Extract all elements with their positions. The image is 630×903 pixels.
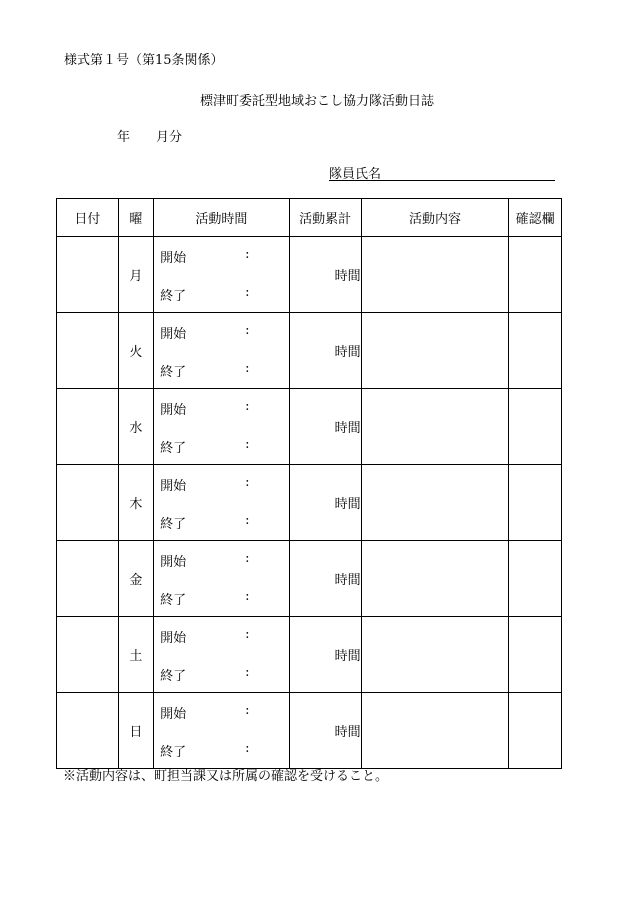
activity-diary-table — [56, 198, 562, 769]
content-cell[interactable] — [361, 617, 509, 693]
header-date: 日付 — [57, 199, 119, 237]
date-cell[interactable] — [57, 313, 119, 389]
start-label: 開始 — [160, 631, 187, 646]
end-time-line — [160, 513, 250, 532]
footnote: ※活動内容は、町担当課又は所属の確認を受けること。 — [63, 769, 389, 784]
content-cell[interactable] — [361, 237, 509, 313]
start-label: 開始 — [160, 555, 187, 570]
content-cell[interactable] — [361, 313, 509, 389]
hours-label: 時間 — [334, 421, 361, 436]
hours-label: 時間 — [334, 725, 361, 740]
end-time-line — [160, 437, 250, 456]
table-row — [57, 389, 562, 465]
time-colon: : — [245, 323, 250, 338]
start-label: 開始 — [160, 707, 187, 722]
start-label: 開始 — [160, 403, 187, 418]
header-weekday: 曜 — [118, 199, 153, 237]
hours-label: 時間 — [334, 269, 361, 284]
total-hours-cell[interactable] — [289, 541, 361, 617]
end-label: 終了 — [160, 593, 187, 608]
time-cell[interactable] — [154, 617, 290, 693]
hours-label: 時間 — [334, 573, 361, 588]
table-row — [57, 465, 562, 541]
end-label: 終了 — [160, 745, 187, 760]
header-activity-time: 活動時間 — [154, 199, 290, 237]
weekday-cell: 火 — [118, 313, 153, 389]
end-time-line — [160, 361, 250, 380]
end-time-line — [160, 741, 250, 760]
check-cell[interactable] — [509, 693, 562, 769]
time-colon: : — [245, 437, 250, 452]
check-cell[interactable] — [509, 617, 562, 693]
weekday-cell: 金 — [118, 541, 153, 617]
time-cell[interactable] — [154, 693, 290, 769]
header-check: 確認欄 — [509, 199, 562, 237]
start-label: 開始 — [160, 327, 187, 342]
time-colon: : — [245, 247, 250, 262]
end-label: 終了 — [160, 289, 187, 304]
start-time-line — [160, 323, 250, 342]
start-time-line — [160, 247, 250, 266]
time-cell[interactable] — [154, 237, 290, 313]
content-cell[interactable] — [361, 465, 509, 541]
start-time-line — [160, 399, 250, 418]
check-cell[interactable] — [509, 541, 562, 617]
time-colon: : — [245, 627, 250, 642]
table-row — [57, 313, 562, 389]
content-cell[interactable] — [361, 693, 509, 769]
form-number: 様式第１号（第15条関係） — [64, 53, 224, 68]
total-hours-cell[interactable] — [289, 389, 361, 465]
check-cell[interactable] — [509, 237, 562, 313]
time-cell[interactable] — [154, 465, 290, 541]
weekday-cell: 水 — [118, 389, 153, 465]
hours-label: 時間 — [334, 649, 361, 664]
table-row — [57, 617, 562, 693]
year-month-line — [117, 126, 182, 145]
date-cell[interactable] — [57, 465, 119, 541]
start-time-line — [160, 703, 250, 722]
start-time-line — [160, 627, 250, 646]
time-cell[interactable] — [154, 313, 290, 389]
time-colon: : — [245, 551, 250, 566]
time-colon: : — [245, 703, 250, 718]
time-colon: : — [245, 513, 250, 528]
time-colon: : — [245, 589, 250, 604]
end-time-line — [160, 285, 250, 304]
table-row — [57, 693, 562, 769]
year-label: 年 — [117, 130, 131, 145]
time-colon: : — [245, 361, 250, 376]
table-row — [57, 541, 562, 617]
date-cell[interactable] — [57, 237, 119, 313]
header-activity-total: 活動累計 — [289, 199, 361, 237]
header-activity-content: 活動内容 — [361, 199, 509, 237]
date-cell[interactable] — [57, 693, 119, 769]
content-cell[interactable] — [361, 389, 509, 465]
content-cell[interactable] — [361, 541, 509, 617]
member-name-line — [329, 163, 555, 181]
total-hours-cell[interactable] — [289, 465, 361, 541]
check-cell[interactable] — [509, 465, 562, 541]
end-label: 終了 — [160, 669, 187, 684]
weekday-cell: 日 — [118, 693, 153, 769]
end-label: 終了 — [160, 517, 187, 532]
time-colon: : — [245, 475, 250, 490]
end-time-line — [160, 589, 250, 608]
document-title: 標津町委託型地域おこし協力隊活動日誌 — [200, 94, 435, 109]
hours-label: 時間 — [334, 345, 361, 360]
date-cell[interactable] — [57, 389, 119, 465]
time-colon: : — [245, 741, 250, 756]
start-time-line — [160, 475, 250, 494]
check-cell[interactable] — [509, 389, 562, 465]
weekday-cell: 木 — [118, 465, 153, 541]
table-row — [57, 237, 562, 313]
date-cell[interactable] — [57, 541, 119, 617]
time-colon: : — [245, 665, 250, 680]
start-label: 開始 — [160, 479, 187, 494]
start-time-line — [160, 551, 250, 570]
weekday-cell: 月 — [118, 237, 153, 313]
weekday-cell: 土 — [118, 617, 153, 693]
end-time-line — [160, 665, 250, 684]
total-hours-cell[interactable] — [289, 693, 361, 769]
end-label: 終了 — [160, 365, 187, 380]
time-cell[interactable] — [154, 541, 290, 617]
header-row — [57, 199, 562, 237]
end-label: 終了 — [160, 441, 187, 456]
member-name-label: 隊員氏名 — [329, 167, 382, 182]
month-label: 月分 — [156, 130, 183, 145]
total-hours-cell[interactable] — [289, 617, 361, 693]
hours-label: 時間 — [334, 497, 361, 512]
date-cell[interactable] — [57, 617, 119, 693]
check-cell[interactable] — [509, 313, 562, 389]
start-label: 開始 — [160, 251, 187, 266]
total-hours-cell[interactable] — [289, 313, 361, 389]
time-colon: : — [245, 399, 250, 414]
total-hours-cell[interactable] — [289, 237, 361, 313]
time-colon: : — [245, 285, 250, 300]
time-cell[interactable] — [154, 389, 290, 465]
